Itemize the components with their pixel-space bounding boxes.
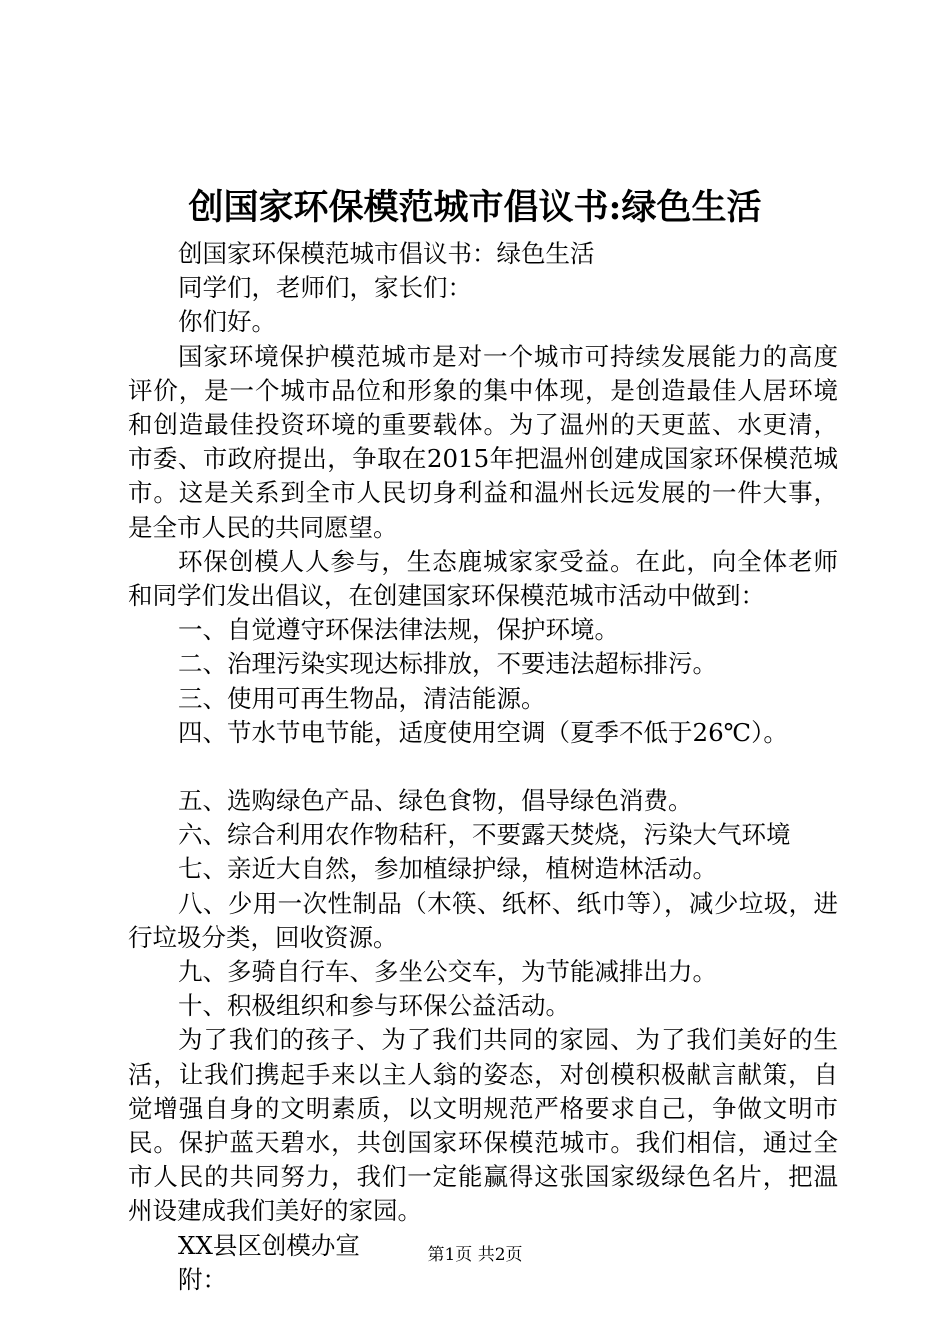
salutation: 同学们，老师们，家长们： [178,273,472,303]
list-item: 一、自觉遵守环保法律法规，保护环境。 [178,615,619,645]
intro-paragraph: 国家环境保护模范城市是对一个城市可持续发展能力的高度评价，是一个城市品位和形象的集中体现，是创造最佳人居环境和创造最佳投资环境的重要载体。为了温州的天更蓝、水更清，市委、市政府提出，争取在2015年把温州创建成国家环保模范城市。这是关系到全市人民切身利益和温州长远发展的一件大事，是全市人民的共同愿望。 [128,341,838,542]
subtitle-line: 创国家环保模范城市倡议书：绿色生活 [178,239,595,268]
list-item: 二、治理污染实现达标排放，不要违法超标排污。 [178,649,717,679]
document-body [128,237,838,1297]
greeting: 你们好。 [178,307,276,337]
list-item: 七、亲近大自然，参加植绿护绿，植树造林活动。 [178,854,717,884]
page-footer: 第1页 共2页 [427,1245,523,1265]
attachment-label: 附： [178,1264,227,1294]
closing-paragraph: 为了我们的孩子、为了我们共同的家园、为了我们美好的生活，让我们携起手来以主人翁的姿态，对创模积极献言献策，自觉增强自身的文明素质，以文明规范严格要求自己，争做文明市民。保护蓝天碧水，共创国家环保模范城市。我们相信，通过全市人民的共同努力，我们一定能赢得这张国家级绿色名片，把温州设建成我们美好的家园。 [128,1025,838,1226]
blank-line [128,750,838,784]
list-item: 六、综合利用农作物秸秆，不要露天焚烧，污染大气环境 [178,820,791,850]
list-item: 九、多骑自行车、多坐公交车，为节能减排出力。 [178,957,717,987]
list-item: 三、使用可再生物品，清洁能源。 [178,683,546,713]
list-item: 十、积极组织和参与环保公益活动。 [178,991,570,1021]
signature: XX县区创模办宣 [178,1230,360,1260]
list-item: 四、节水节电节能，适度使用空调（夏季不低于26℃）。 [178,717,788,747]
list-item: 八、少用一次性制品（木筷、纸杯、纸巾等），减少垃圾，进行垃圾分类，回收资源。 [128,888,838,952]
document-title: 创国家环保模范城市倡议书:绿色生活 [188,187,762,228]
appeal-paragraph: 环保创模人人参与，生态鹿城家家受益。在此，向全体老师和同学们发出倡议，在创建国家环保模范城市活动中做到： [128,546,838,611]
list-item: 五、选购绿色产品、绿色食物，倡导绿色消费。 [178,786,693,816]
